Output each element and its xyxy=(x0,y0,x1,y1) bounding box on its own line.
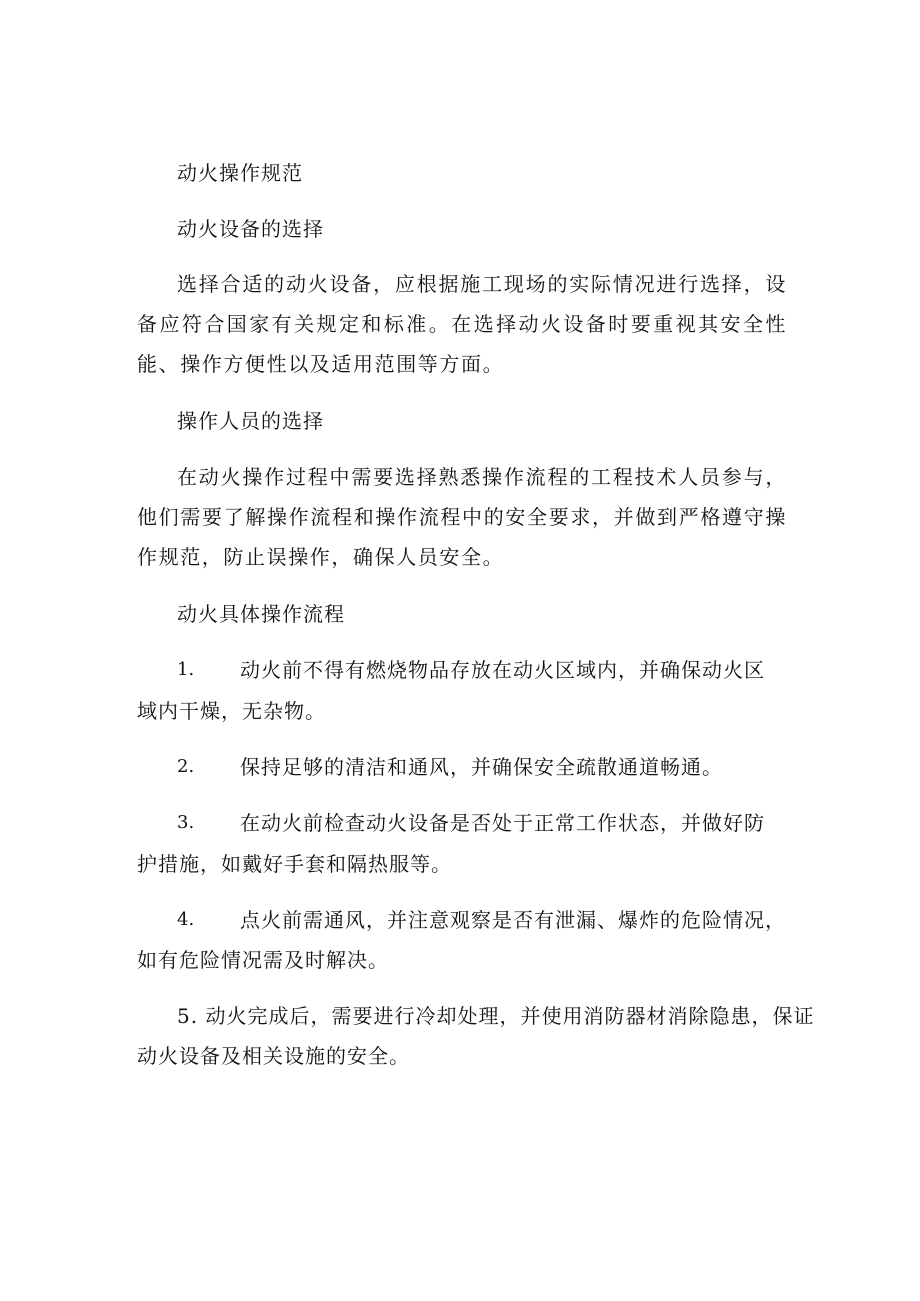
list-item-5-text-cont: 动火设备及相关设施的安全。 xyxy=(137,1044,410,1068)
list-item-text-cont: 域内干燥，无杂物。 xyxy=(137,699,326,723)
section1-heading: 动火设备的选择 xyxy=(177,217,324,241)
list-item-text: 保持足够的清洁和通风，并确保安全疏散通道畅通。 xyxy=(240,755,723,779)
section2-body: 在动火操作过程中需要选择熟悉操作流程的工程技术人员参与，他们需要了解操作流程和操作流程中的安全要求，并做到严格遵守操作规范，防止误操作，确保人员安全。 xyxy=(137,465,787,569)
list-item-number: 1. xyxy=(177,659,195,680)
list-item-number: 3. xyxy=(177,812,195,833)
list-item-text-cont: 护措施，如戴好手套和隔热服等。 xyxy=(137,852,452,876)
list-item-text-cont: 如有危险情况需及时解决。 xyxy=(137,948,389,972)
list-item-text: 动火前不得有燃烧物品存放在动火区域内，并确保动火区 xyxy=(240,658,765,682)
section1-body: 选择合适的动火设备，应根据施工现场的实际情况进行选择，设备应符合国家有关规定和标准。在选择动火设备时要重视其安全性能、操作方便性以及适用范围等方面。 xyxy=(137,272,787,376)
list-item-text: 点火前需通风，并注意观察是否有泄漏、爆炸的危险情况， xyxy=(240,908,786,932)
section3-heading: 动火具体操作流程 xyxy=(177,602,345,626)
list-item-number: 4. xyxy=(177,909,195,930)
section2-heading: 操作人员的选择 xyxy=(177,409,324,433)
list-item-5-text: 5. 动火完成后，需要进行冷却处理，并使用消防器材消除隐患，保证 xyxy=(177,1004,815,1028)
list-item-text: 在动火前检查动火设备是否处于正常工作状态，并做好防 xyxy=(240,811,765,835)
doc-title: 动火操作规范 xyxy=(177,161,303,185)
list-item-number: 2. xyxy=(177,756,195,777)
